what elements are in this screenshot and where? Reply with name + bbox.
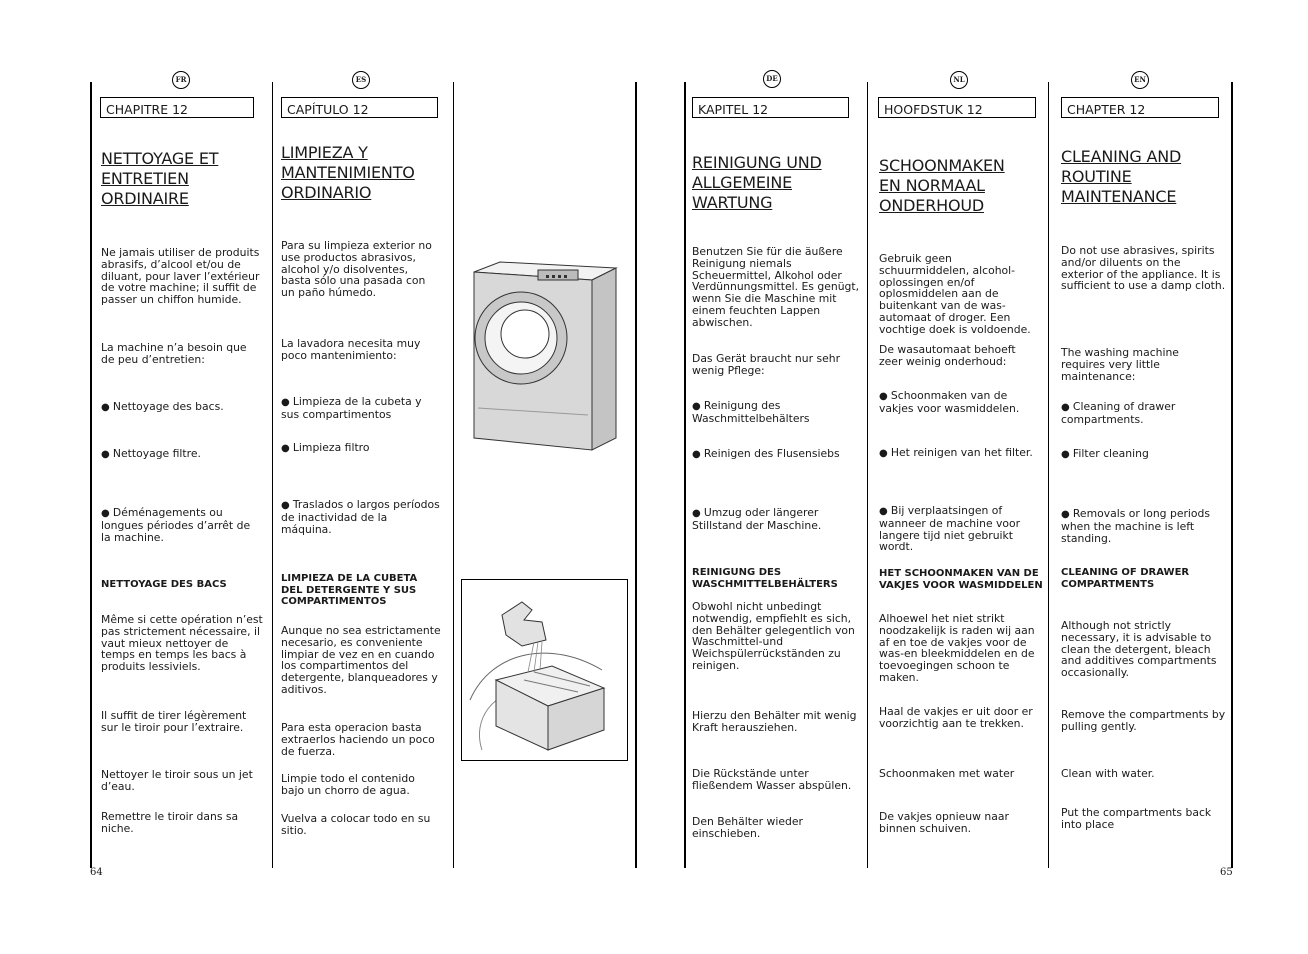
paragraph: Die Rückstände unter fließendem Wasser abspülen. <box>692 767 852 792</box>
language-badge: NL <box>950 71 968 89</box>
paragraph: Benutzen Sie für die äußere Reinigung niemals Scheuermittel, Alkohol oder Verdünnungsmittel. Es genügt, wenn Sie die Maschine mit einem feuchten Lappen abwischen. <box>692 245 860 329</box>
bullet-text: Nettoyage des bacs. <box>112 400 224 413</box>
bullet-item <box>692 507 852 532</box>
paragraph: Although not strictly necessary, it is advisable to clean the detergent, bleach and additives compartments occasionally. <box>1061 619 1217 680</box>
heading-line: ROUTINE <box>1061 167 1132 186</box>
subheading: HET SCHOONMAKEN VAN DE VAKJES VOOR WASMIDDELEN <box>879 568 1043 591</box>
chapter-label <box>692 97 849 118</box>
paragraph: Den Behälter wieder einschieben. <box>692 815 803 840</box>
bullet-item <box>281 499 441 535</box>
language-badge: FR <box>172 71 190 89</box>
paragraph: Do not use abrasives, spirits and/or diluents on the exterior of the appliance. It is sufficient to use a damp cloth. <box>1061 244 1226 293</box>
bullet-text: Reinigung des Waschmittelbehälters <box>692 399 810 425</box>
heading-line: ORDINAIRE <box>101 189 189 208</box>
heading-line: NETTOYAGE ET <box>101 149 219 168</box>
bullet-item <box>879 505 1039 553</box>
paragraph: La lavadora necesita muy poco mantenimiento: <box>281 337 421 362</box>
paragraph: De vakjes opnieuw naar binnen schuiven. <box>879 810 1009 835</box>
paragraph: De wasautomaat behoeft zeer weinig onderhoud: <box>879 343 1016 368</box>
heading-line: CLEANING AND <box>1061 147 1182 166</box>
paragraph: Obwohl nicht unbedingt notwendig, empfiehlt es sich, den Behälter gelegentlich von Waschmittel-und Weichspülerrückständen zu reinigen. <box>692 600 855 672</box>
heading-line: ORDINARIO <box>281 183 372 202</box>
bullet-text: Nettoyage filtre. <box>112 447 201 460</box>
subheading: NETTOYAGE DES BACS <box>101 579 227 590</box>
paragraph: Put the compartments back into place <box>1061 806 1212 831</box>
heading-line: SCHOONMAKEN <box>879 156 1005 175</box>
paragraph: Gebruik geen schuurmiddelen, alcohol-oplossingen en/of oplosmiddelen aan de buitenkant van de was-automaat of droger. Een vochtige doek is voldoende. <box>879 252 1031 336</box>
bullet-text: Traslados o largos períodos de inactividad de la máquina. <box>281 498 440 536</box>
bullet-item <box>1061 401 1221 426</box>
paragraph: The washing machine requires very little maintenance: <box>1061 346 1179 383</box>
chapter-text: CHAPTER 12 <box>1067 102 1146 117</box>
bullet-text: Removals or long periods when the machine is left standing. <box>1061 507 1210 545</box>
heading-line: REINIGUNG UND <box>692 153 822 172</box>
bullet-item <box>101 401 263 414</box>
bullet-item <box>281 442 441 455</box>
chapter-text: CAPÍTULO 12 <box>287 102 369 117</box>
heading-line: ALLGEMEINE <box>692 173 792 192</box>
paragraph: Alhoewel het niet strikt noodzakelijk is raden wij aan af en toe de vakjes voor de was-en bleekmiddelen en de toevoegingen schoon te maken. <box>879 612 1035 684</box>
bullet-text: Het reinigen van het filter. <box>890 446 1033 459</box>
bullet-item <box>101 448 263 461</box>
paragraph: Ne jamais utiliser de produits abrasifs, d’alcool et/ou de diluant, pour laver l’extérieur de votre machine; il suffit de passer un chiffon humide. <box>101 246 260 307</box>
chapter-label <box>878 97 1036 118</box>
column-rule <box>90 82 92 868</box>
chapter-text: CHAPITRE 12 <box>106 102 189 117</box>
bullet-text: Cleaning of drawer compartments. <box>1061 400 1176 426</box>
language-badge: DE <box>763 70 781 88</box>
column-rule <box>272 82 273 868</box>
language-badge: EN <box>1131 71 1149 89</box>
paragraph: Clean with water. <box>1061 767 1155 780</box>
heading-line: WARTUNG <box>692 193 773 212</box>
heading-line: MANTENIMIENTO <box>281 163 415 182</box>
chapter-label <box>1061 97 1219 118</box>
bullet-text: Limpieza filtro <box>292 441 370 454</box>
chapter-text: HOOFDSTUK 12 <box>884 102 983 117</box>
section-heading <box>692 153 822 213</box>
language-badge: ES <box>352 71 370 89</box>
heading-line: LIMPIEZA Y <box>281 143 368 162</box>
bullet-text: Limpieza de la cubeta y sus compartimentos <box>281 395 422 421</box>
bullet-text: Umzug oder längerer Stillstand der Maschine. <box>692 506 822 532</box>
subheading: CLEANING OF DRAWER COMPARTMENTS <box>1061 567 1190 590</box>
paragraph: Remettre le tiroir dans sa niche. <box>101 810 239 835</box>
paragraph: Limpie todo el contenido bajo un chorro de agua. <box>281 772 415 797</box>
bullet-text: Bij verplaatsingen of wanneer de machine voor langere tijd niet gebruikt wordt. <box>879 504 1021 554</box>
paragraph: Nettoyer le tiroir sous un jet d’eau. <box>101 768 253 793</box>
subheading: REINIGUNG DES WASCHMITTELBEHÄLTERS <box>692 567 838 590</box>
heading-line: EN NORMAAL <box>879 176 985 195</box>
column-rule <box>1048 82 1049 868</box>
column-rule <box>453 82 454 868</box>
paragraph: Aunque no sea estrictamente necesario, es conveniente limpiar de vez en en cuando los compartimentos del detergente, blanqueadores y aditivos. <box>281 624 441 696</box>
bullet-item <box>101 507 263 543</box>
bullet-item <box>1061 508 1223 544</box>
bullet-item <box>692 400 852 425</box>
chapter-label <box>281 97 438 118</box>
paragraph: Même si cette opération n’est pas strictement nécessaire, il vaut mieux nettoyer de temps en temps les bacs à produits lessiviels. <box>101 613 263 674</box>
heading-line: MAINTENANCE <box>1061 187 1177 206</box>
bullet-text: Reinigen des Flusensiebs <box>703 447 840 460</box>
paragraph: Remove the compartments by pulling gently. <box>1061 708 1226 733</box>
detergent-drawer-cleaning-illustration <box>462 580 626 758</box>
heading-line: ENTRETIEN <box>101 169 189 188</box>
washing-machine-illustration <box>468 258 620 454</box>
chapter-text: KAPITEL 12 <box>698 102 769 117</box>
gutter-rule <box>635 82 637 868</box>
page-number-left: 64 <box>90 867 103 878</box>
bullet-text: Filter cleaning <box>1072 447 1149 460</box>
bullet-item <box>879 447 1044 460</box>
heading-line: ONDERHOUD <box>879 196 984 215</box>
section-heading <box>101 149 218 209</box>
paragraph: Schoonmaken met water <box>879 767 1015 780</box>
gutter-rule <box>684 82 686 868</box>
section-heading <box>879 156 1005 216</box>
paragraph: Das Gerät braucht nur sehr wenig Pflege: <box>692 352 841 377</box>
subheading: LIMPIEZA DE LA CUBETA DEL DETERGENTE Y SUS COMPARTIMENTOS <box>281 573 418 607</box>
paragraph: Haal de vakjes er uit door er voorzichtig aan te trekken. <box>879 705 1033 730</box>
column-rule <box>867 82 868 868</box>
bullet-text: Déménagements ou longues périodes d’arrêt de la machine. <box>101 506 251 544</box>
section-heading <box>1061 147 1181 207</box>
paragraph: Hierzu den Behälter mit wenig Kraft herausziehen. <box>692 709 857 734</box>
paragraph: Para su limpieza exterior no use productos abrasivos, alcohol y/o disolventes, basta sólo una pasada con un paño húmedo. <box>281 239 432 300</box>
column-rule <box>1231 82 1233 868</box>
paragraph: Para esta operacion basta extraerlos haciendo un poco de fuerza. <box>281 721 435 758</box>
bullet-item <box>1061 448 1221 461</box>
paragraph: La machine n’a besoin que de peu d’entretien: <box>101 341 247 366</box>
section-heading <box>281 143 415 203</box>
paragraph: Vuelva a colocar todo en su sitio. <box>281 812 431 837</box>
bullet-item <box>281 396 441 421</box>
paragraph: Il suffit de tirer légèrement sur le tiroir pour l’extraire. <box>101 709 247 734</box>
page-number-right: 65 <box>1220 867 1233 878</box>
chapter-label <box>100 97 254 118</box>
bullet-item <box>879 390 1039 415</box>
bullet-item <box>692 448 857 461</box>
bullet-text: Schoonmaken van de vakjes voor wasmiddelen. <box>879 389 1020 415</box>
